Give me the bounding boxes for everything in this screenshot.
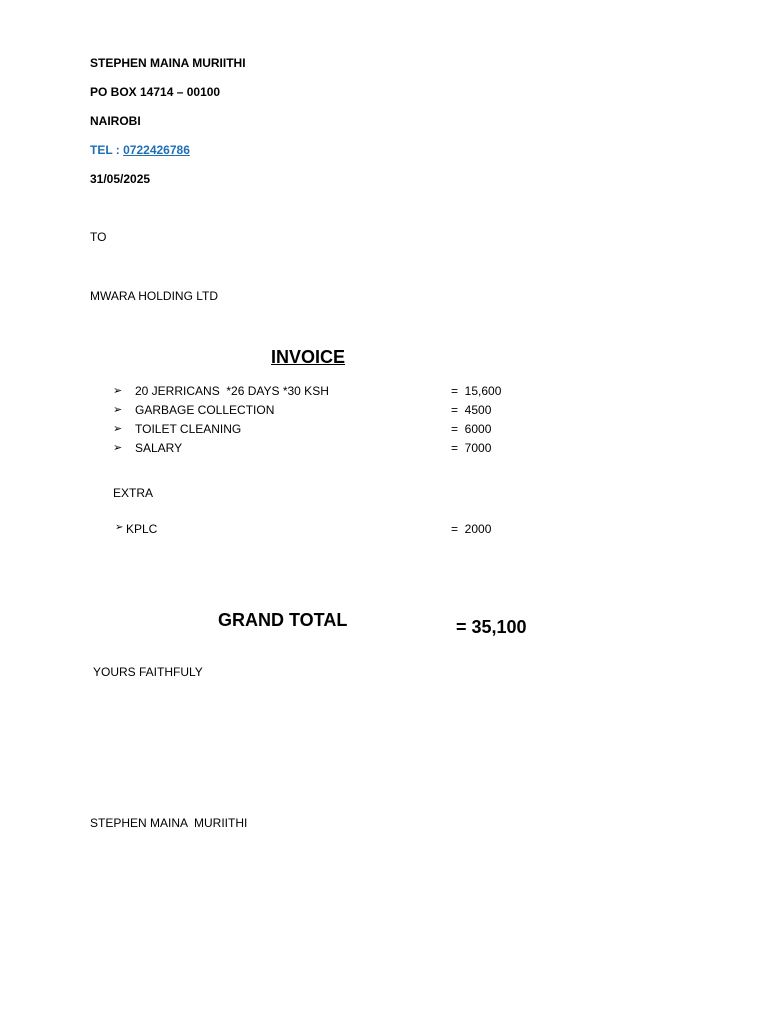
item-amount: = 15,600	[451, 384, 502, 398]
item-description: SALARY	[135, 441, 183, 455]
recipient-name: MWARA HOLDING LTD	[90, 289, 219, 303]
closing-salutation: YOURS FAITHFULY	[93, 665, 203, 679]
extra-label: EXTRA	[113, 486, 154, 500]
sender-name: STEPHEN MAINA MURIITHI	[90, 56, 246, 70]
grand-total-value: = 35,100	[456, 617, 527, 637]
arrow-bullet-icon: ➢	[113, 385, 123, 397]
grand-total-label: GRAND TOTAL	[218, 610, 348, 630]
item-amount: = 6000	[451, 422, 492, 436]
document-date: 31/05/2025	[90, 172, 151, 186]
invoice-title: INVOICE	[271, 347, 346, 367]
item-amount: = 4500	[451, 403, 492, 417]
item-amount: = 7000	[451, 441, 492, 455]
signature-name: STEPHEN MAINA MURIITHI	[90, 816, 248, 830]
to-label: TO	[90, 230, 107, 244]
item-description: GARBAGE COLLECTION	[135, 403, 275, 417]
tel-link[interactable]: 0722426786	[123, 143, 190, 157]
arrow-bullet-icon: ➢	[113, 423, 123, 435]
arrow-bullet-icon: ➢	[113, 442, 123, 454]
sender-pobox: PO BOX 14714 – 00100	[90, 85, 221, 99]
arrow-bullet-icon: ➢	[115, 522, 124, 533]
sender-city: NAIROBI	[90, 114, 141, 128]
tel-label: TEL :	[90, 143, 124, 157]
arrow-bullet-icon: ➢	[113, 404, 123, 416]
item-description: KPLC	[126, 522, 158, 536]
item-amount: = 2000	[451, 522, 492, 536]
item-description: 20 JERRICANS *26 DAYS *30 KSH	[135, 384, 329, 398]
item-description: TOILET CLEANING	[135, 422, 242, 436]
sender-tel	[90, 143, 190, 157]
